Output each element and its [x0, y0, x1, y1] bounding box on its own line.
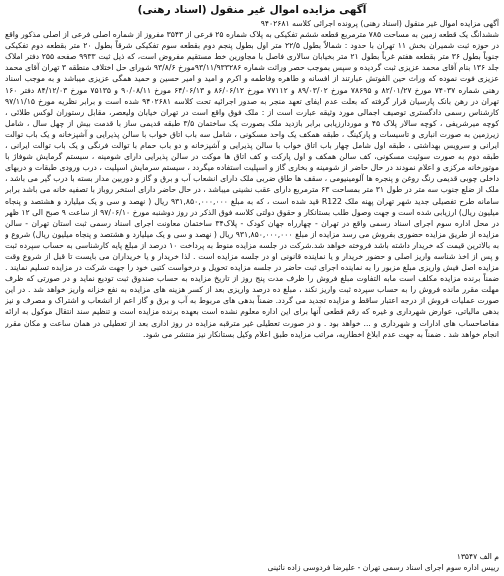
notice-number: م الف ۱۳۵۴۷ [456, 552, 499, 561]
notice-signature: رییس اداره سوم اجرای اسناد رسمی تهران - علیرضا فردوسی زاده نائینی [267, 562, 499, 572]
notice-body-text: ششدانگ یک قطعه زمین به مساحت ۷۸۵ مترمربع قطعه ششم تفکیکی به پلاک شماره ۲۵ فرعی از ۳۵۴۳ مفروز از شماره اصلی فرعی از اصلی مذکور واقع در حوزه ثبت شمیران بخش ۱۱ تهران با حدود : شمالاً بطول ۲۲/۵ متر اول بطول پنجم دوم بقطعه سوم تفکیکی شرقاً بطول ۲۰ متر بقطعه دوم تفکیکی جنوباً بطول ۳۶ متر بقطعه هفتم غرباً بطول ۲۱ متر بخیابان سالاری فاصل با مجاورین خط مستقیم مفروض است، که ذیل ثبت ۹۹۳۳ صفحه ۲۵۵ دفتر املاک جلد ۱۳۶ بنام آقای محمد عزیزی ثبت گردیده و سپس بموجب حصر وراثت شماره ۹۳/۱۱/۹۳۳۲۸۶مورخ ۹۳/۸/۶ شورای حل اختلاف منطقه ۳ تهران آقای محمد عزیزی فوت نموده که وراث حین الفوتش عبارتند از افسانه و طاهره وفاطمه و اکرم و امید و امیر حسین و حمید همگی عزیزی میباشد و به موجب اسناد رهنی شماره ۷۴۰۳۷ مورخ ۸۲/۰۱/۲۷ و ۷۸۶۹۵ مورخ ۸۹/۰۳/۰۲ و ۷۷۱۱۲ مورخ ۸۶/۰۶/۱۲ و ۶۴/۰۶/۱۳ مورخ ۹۰/۰۸/۱۱ و ۷۵۱۳۵ مورخ ۸۴/۱۲/۰۳ دفتر ۱۶۰ تهران در رهن بانک پارسیان قرار گرفته که بعلت عدم ایفای تعهد منجر به صدور اجرائیه تحت کلاسه ۹۴۰۲۶۸۱ شده است و برابر نظریه مورخ ۹۷/۱۱/۱۵ کارشناس رسمی دادگستری توصیف اجمالی مورد وثیقه عبارت است از : ملک فوق واقع است در تهران خیابان ولیعصر، مقابل رستوران لوکس طلائی ، کوچه میرشریفی ، کوچه سالار پلاک ۴۵ و موردارزیابی برابر بازدید ملک بصورت یک ساختمان ۳/۵ طبقه قدیمی ساز با قدمت بیش از چهل سال ، شامل زیرزمین به صورت انباری و تاسیسات و پارکینگ ، طبقه همکف یک واحد مسکونی ، شامل سه باب اتاق خواب با سالن پذیرایی و آشپزخانه و یک باب توالت ایرانی و سرویس بهداشتی ، طبقه اول شامل چهار باب اتاق خواب با سالن پذیرایی و آشپزخانه و دو باب حمام با توالت فرنگی و یک باب توالت ایرانی ، طبقه دوم به صورت سوئیت مسکونی، کف سالن همکف و اول پارکت و کف اتاق ها موکت در سالن پذیرایی دارای شومینه ، سیستم گرمایش شوفاژ با موتورخانه مرکزی و اعلام نمودند در حال حاضر از شومینه و بخاری گاز و اسپلیت استفاده میگردد ، سیستم سرمایش اسپلیت ، درب ورودی طبقات و دربهای داخلی چوبی قدیمی رنگ روغن و پنجره ها آلومینیومی ، سقف ها طاق ضربی ملک دارای انشعاب آب و برق و گاز و دوربین مدار بسته با درب گیر می باشد ، ملک از ضلع جنوب سه متر در طول ۳۱ متر بمساحت ۶۳ مترمربع دارای عقب نشینی میباشد ، در حال حاضر دارای استخر روباز با تصفیه خانه می باشد برابر سامانه طرح تفصیلی جدید شهر تهران پهنه ملک R122 قید شده است ، که به مبلغ ۹۳۱,۸۵۰,۰۰۰,۰۰۰ ریال ( نهصد و سی و یک میلیارد و هشتصد و پنجاه میلیون ریال) ارزیابی شده است و جهت وصول طلب بستانکار و حقوق دولتی کلاسه فوق الذکر در روز دوشنبه مورخ ۹۷/۰۶/۱۰ از ساعت ۹ صبح الی ۱۲ ظهر در محل اداره سوم اجرای اسناد رسمی واقع در تهران - چهارراه جهان کودک - پلاک۳۴ ساختمان معاونت اجرای اسناد رسمی ثبت استان تهران - سالن مزایده از طریق مزایده حضوری بفروش می رسد مزایده از مبلغ ۹۳۱,۸۵۰,۰۰۰,۰۰۰ ریال ( نهصد و سی و یک میلیارد و هشتصد و پنجاه میلیون ریال) شروع و به بالاترین قیمت که خریدار داشته باشد فروخته خواهد شد.شرکت در جلسه مزایده منوط به پرداخت ۱۰ درصد از مبلغ پایه کارشناسی به حساب سپرده ثبت و پس از اخذ شناسه واریز اصلی و حضور خریدار و یا نماینده قانونی او در جلسه مزایده است . لذا خریدار و یا خریداران می بایست تا قبل از شروع وقت مزایده اصل فیش واریزی مبلغ مزبور را به نماینده اجرای ثبت حاضر در جلسه مزایده تحویل و درخواست کتبی خود را جهت شرکت در مزایده تسلیم نمایند . ضمناً برنده مزایده مکلف است مابه التفاوت مبلغ فروش را ظرف مدت پنج روز از تاریخ مزایده به حساب صندوق ثبت تودیع نماید و در صورتی که ظرف مهلت مقرر مانده فروش را به حساب سپرده ثبت واریز نکند ، مبلغ ده درصد واریزی بعد از کسر هزینه های مزایده به نفع خزانه واریز خواهد شد . در این صورت عملیات فروش از درجه اعتبار ساقط و مزایده تجدید می گردد. ضمناً بدهی های مربوط به آب و برق و گاز اعم از انشعاب و اشتراک و مصرف و نیز بدهی مالیاتی، عوارض شهرداری و غیره که رقم قطعی آنها برای این اداره معلوم نشده است بعهده برنده مزایده است و تنظیم سند انتقال موکول به ارائه مفاصاحساب های ادارات و شهرداری و ... خواهد بود . و در صورت تعطیلی غیر مترقبه مزایده در روز اداری بعد از تعطیلی در همان ساعت و مکان مقرر انجام خواهد شد . ضمناً به جهت عدم ابلاغ اخطاریه، مراتب مزایده طبق اعلام وکیل بستانکار نیز منتشر می شود. [5, 30, 499, 339]
notice-title: آگهی مزایده اموال غیر منقول (اسناد رهنی) [137, 4, 367, 16]
notice-footer [5, 552, 499, 573]
notice-subtitle: آگهی مزایده اموال غیر منقول (اسناد رهنی) پرونده اجرائی کلاسه ۹۴۰۲۶۸۱ [260, 19, 499, 28]
notice-body [5, 18, 499, 552]
